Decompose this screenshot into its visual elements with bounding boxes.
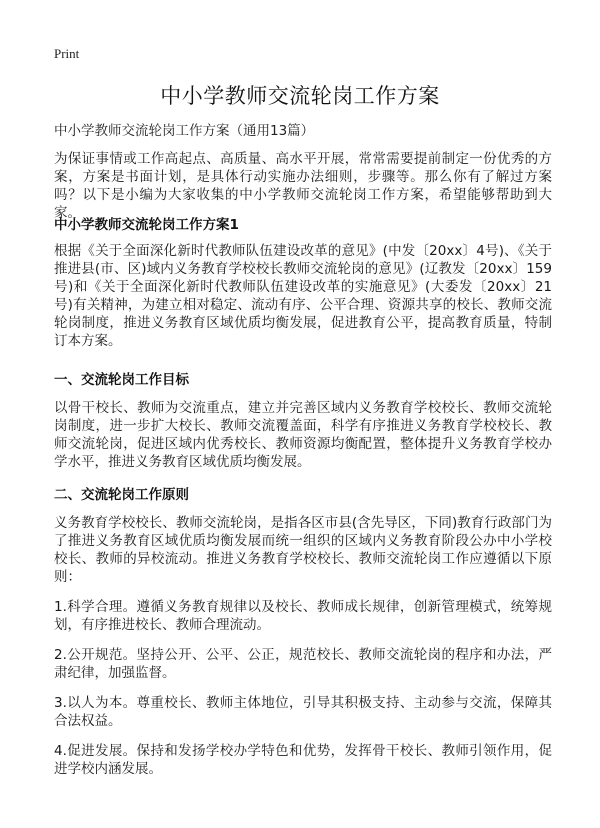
print-link[interactable]: Print <box>54 46 80 61</box>
document-subtitle: 中小学教师交流轮岗工作方案（通用13篇） <box>54 123 315 139</box>
section-title: 中小学教师交流轮岗工作方案1 <box>54 217 239 233</box>
principle-item: 1.科学合理。遵循义务教育规律以及校长、教师成长规律，创新管理模式，统筹规划，有序推进校长、教师合理流动。 <box>54 599 552 633</box>
principle-item: 3.以人为本。尊重校长、教师主体地位，引导其积极支持、主动参与交流，保障其合法权益。 <box>54 695 552 729</box>
principle-item: 4.促进发展。保持和发扬学校办学特色和优势，发挥骨干校长、教师引领作用，促进学校内涵发展。 <box>54 743 552 777</box>
basis-paragraph: 根据《关于全面深化新时代教师队伍建设改革的意见》(中发〔20xx〕4号)、《关于推进县(市、区)域内义务教育学校校长教师交流轮岗的意见》(辽教发〔20xx〕159号)和《关于全面深化新时代教师队伍建设改革的实施意见》(大委发〔20xx〕21号)有关精神，为建立相对稳定、流动有序、公平合理、资源共享的校长、教师交流轮岗制度，推进义务教育区域优质均衡发展，促进教育公平，提高教育质量，特制订本方案。 <box>54 243 552 349</box>
goal-paragraph: 以骨干校长、教师为交流重点，建立并完善区域内义务教育学校校长、教师交流轮岗制度，进一步扩大校长、教师交流覆盖面，科学有序推进义务教育学校校长、教师交流轮岗，促进区域内优秀校长、教师资源均衡配置，整体提升义务教育学校办学水平，推进义务教育区域优质均衡发展。 <box>54 400 552 470</box>
principle-paragraph: 义务教育学校校长、教师交流轮岗，是指各区市县(含先导区，下同)教育行政部门为了推进义务教育区域优质均衡发展而统一组织的区域内义务教育阶段公办中小学校校长、教师的异校流动。推进义务教育学校校长、教师交流轮岗工作应遵循以下原则： <box>54 515 552 585</box>
goal-heading: 一、交流轮岗工作目标 <box>54 372 189 388</box>
page-title: 中小学教师交流轮岗工作方案 <box>160 84 440 108</box>
principle-heading: 二、交流轮岗工作原则 <box>54 487 189 503</box>
principle-item: 2.公开规范。坚持公开、公平、公正，规范校长、教师交流轮岗的程序和办法，严肃纪律，加强监督。 <box>54 647 552 681</box>
intro-paragraph: 为保证事情或工作高起点、高质量、高水平开展，常常需要提前制定一份优秀的方案，方案是书面计划，是具体行动实施办法细则，步骤等。那么你有了解过方案吗？以下是小编为大家收集的中小学教师交流轮岗工作方案，希望能够帮助到大家。 <box>54 151 552 221</box>
